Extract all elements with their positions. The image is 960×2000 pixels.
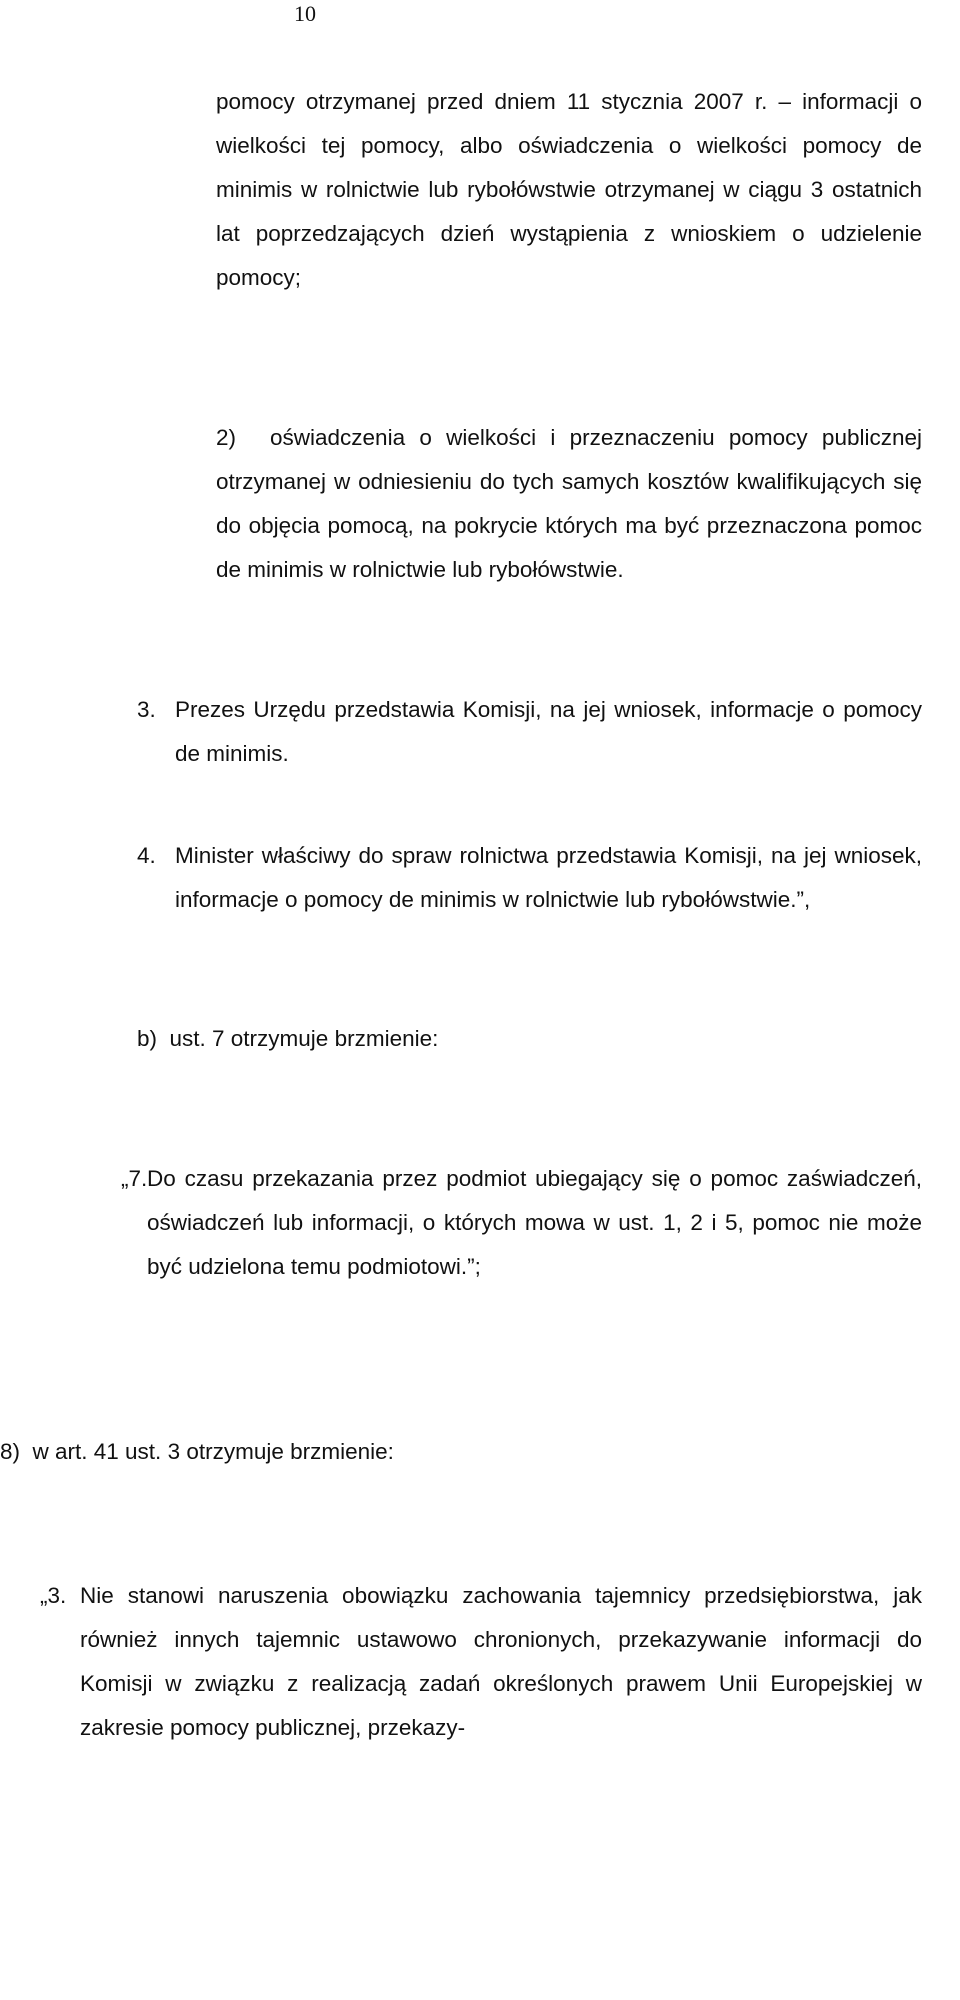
section-number: „3. [40,1583,67,1608]
point-8: 8) w art. 41 ust. 3 otrzymuje brzmienie: [0,1439,394,1464]
list-item-2-content: oświadczenia o wielkości i przeznaczeniu pomocy publicznej otrzymanej w odniesieniu do tych samych kosztów kwalifikujących się do objęcia pomocą, na pokrycie których ma być przeznaczona pomoc de minimis w rolnictwie lub rybołówstwie. [216,425,922,582]
page-number: 10 [294,1,316,26]
section-3-quoted-content: Nie stanowi naruszenia obowiązku zachowania tajemnicy przedsiębiorstwa, jak również innych tajemnic ustawowo chronionych, przekazywanie informacji do Komisji w związku z realizacją zadań określonych prawem Unii Europejskiej w zakresie pomocy publicznej, przekazy- [80,1583,922,1740]
point-b: b) ust. 7 otrzymuje brzmienie: [137,1026,439,1051]
list-item-2-text [216,416,922,592]
section-7-content: Do czasu przekazania przez podmiot ubiegający się o pomoc zaświadczeń, oświadczeń lub informacji, o których mowa w ust. 1, 2 i 5, pomoc nie może być udzielona temu podmiotowi.”; [147,1166,922,1279]
paragraph-continuation: pomocy otrzymanej przed dniem 11 stycznia 2007 r. – informacji o wielkości tej pomocy, albo oświadczenia o wielkości pomocy de minimis w rolnictwie lub rybołówstwie otrzymanej w ciągu 3 ostatnich lat poprzedzających dzień wystąpienia z wnioskiem o udzielenie pomocy; [216,89,922,290]
section-7-text [147,1157,922,1289]
section-3-quoted-text [80,1574,922,1750]
section-number: 4. [137,843,156,868]
section-number: „7. [121,1166,148,1191]
section-3-text: Prezes Urzędu przedstawia Komisji, na jej wniosek, informacje o pomocy de minimis. [175,697,922,766]
section-4 [137,834,922,922]
section-3 [137,688,922,776]
section-4-text: Minister właściwy do spraw rolnictwa przedstawia Komisji, na jej wniosek, informacje o pomocy de minimis w rolnictwie lub rybołówstwie.”, [175,843,922,912]
section-number: 3. [137,697,156,722]
